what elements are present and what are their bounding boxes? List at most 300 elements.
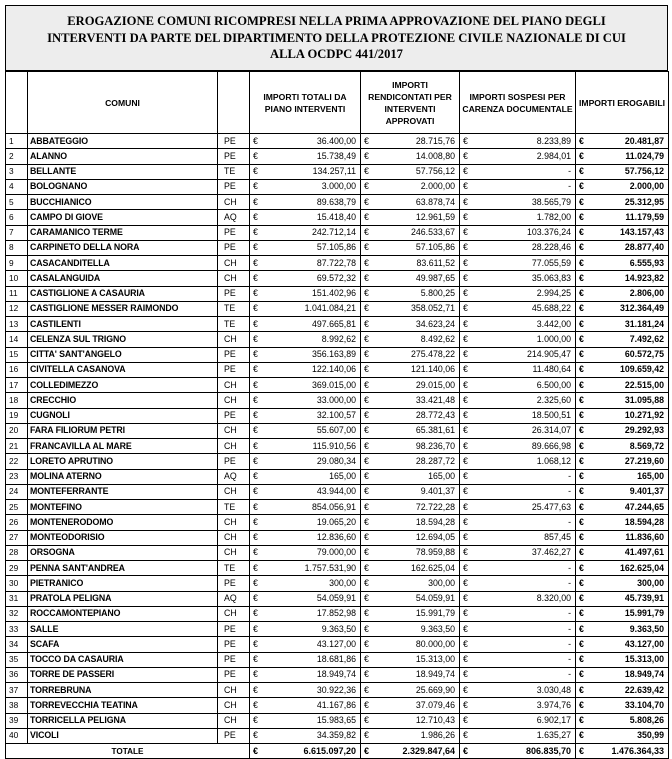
currency-symbol: € bbox=[253, 486, 258, 497]
importo-rendicontato-value: 34.623,24 bbox=[415, 318, 455, 329]
importo-erogabile-value: 57.756,12 bbox=[624, 166, 664, 177]
importo-erogabile-value: 47.244,65 bbox=[624, 501, 664, 512]
currency-symbol: € bbox=[364, 288, 369, 299]
importo-erogabile-value: 2.000,00 bbox=[629, 181, 664, 192]
importo-sospeso bbox=[460, 469, 576, 484]
importo-erogabile bbox=[576, 134, 669, 149]
importo-sospeso-value: 89.666,98 bbox=[531, 440, 571, 451]
currency-symbol: € bbox=[463, 593, 468, 604]
currency-symbol: € bbox=[463, 440, 468, 451]
importo-erogabile-value: 10.271,92 bbox=[624, 410, 664, 421]
currency-symbol: € bbox=[463, 227, 468, 238]
province-code: PE bbox=[218, 149, 250, 164]
currency-symbol: € bbox=[463, 150, 468, 161]
province-code: CH bbox=[218, 484, 250, 499]
importo-sospeso bbox=[460, 667, 576, 682]
importo-sospeso bbox=[460, 179, 576, 194]
row-index: 34 bbox=[6, 637, 28, 652]
currency-symbol: € bbox=[364, 425, 369, 436]
importo-erogabile bbox=[576, 362, 669, 377]
importo-totale bbox=[250, 576, 361, 591]
table-row bbox=[6, 469, 669, 484]
currency-symbol: € bbox=[364, 486, 369, 497]
comune-name: TORREBRUNA bbox=[28, 683, 218, 698]
importo-rendicontato-value: 12.694,05 bbox=[415, 532, 455, 543]
importo-sospeso-value: 3.974,76 bbox=[536, 699, 571, 710]
comune-name: BUCCHIANICO bbox=[28, 195, 218, 210]
currency-symbol: € bbox=[253, 608, 258, 619]
currency-symbol: € bbox=[579, 425, 584, 436]
province-code: CH bbox=[218, 515, 250, 530]
importo-sospeso bbox=[460, 576, 576, 591]
importo-rendicontato-value: 49.987,65 bbox=[415, 272, 455, 283]
importo-totale-value: 36.400,00 bbox=[316, 135, 356, 146]
currency-symbol: € bbox=[463, 562, 468, 573]
importo-rendicontato-value: 2.000,00 bbox=[420, 181, 455, 192]
importo-rendicontato bbox=[361, 378, 460, 393]
row-index: 26 bbox=[6, 515, 28, 530]
importo-erogabile-value: 60.572,75 bbox=[624, 349, 664, 360]
importo-erogabile bbox=[576, 439, 669, 454]
importo-totale bbox=[250, 332, 361, 347]
currency-symbol: € bbox=[253, 623, 258, 634]
importo-totale bbox=[250, 728, 361, 743]
table-row bbox=[6, 545, 669, 560]
importo-rendicontato bbox=[361, 545, 460, 560]
importo-totale bbox=[250, 225, 361, 240]
importo-rendicontato-value: 121.140,06 bbox=[410, 364, 455, 375]
currency-symbol: € bbox=[463, 455, 468, 466]
importo-totale bbox=[250, 469, 361, 484]
row-index: 17 bbox=[6, 378, 28, 393]
importo-totale bbox=[250, 210, 361, 225]
province-code: CH bbox=[218, 698, 250, 713]
importo-sospeso-value: - bbox=[568, 608, 571, 619]
importo-sospeso-value: 2.994,25 bbox=[536, 288, 571, 299]
importo-sospeso bbox=[460, 439, 576, 454]
importo-sospeso-value: 38.565,79 bbox=[531, 196, 571, 207]
table-row bbox=[6, 591, 669, 606]
province-code: CH bbox=[218, 332, 250, 347]
row-index: 14 bbox=[6, 332, 28, 347]
currency-symbol: € bbox=[364, 730, 369, 741]
importo-erogabile bbox=[576, 637, 669, 652]
importo-totale bbox=[250, 622, 361, 637]
importo-rendicontato bbox=[361, 149, 460, 164]
title-line-3: ALLA OCDPC 441/2017 bbox=[270, 47, 403, 62]
currency-symbol: € bbox=[253, 394, 258, 405]
header-comuni: COMUNI bbox=[28, 72, 218, 134]
importo-rendicontato bbox=[361, 286, 460, 301]
currency-symbol: € bbox=[253, 516, 258, 527]
importo-sospeso-value: 28.228,46 bbox=[531, 242, 571, 253]
comune-name: TOCCO DA CASAURIA bbox=[28, 652, 218, 667]
importo-erogabile bbox=[576, 469, 669, 484]
province-code: TE bbox=[218, 301, 250, 316]
currency-symbol: € bbox=[364, 227, 369, 238]
importo-rendicontato-value: 9.401,37 bbox=[420, 486, 455, 497]
province-code: TE bbox=[218, 164, 250, 179]
comune-name: PIETRANICO bbox=[28, 576, 218, 591]
currency-symbol: € bbox=[364, 471, 369, 482]
row-index: 10 bbox=[6, 271, 28, 286]
importo-sospeso-value: 37.462,27 bbox=[531, 547, 571, 558]
comune-name: CARAMANICO TERME bbox=[28, 225, 218, 240]
currency-symbol: € bbox=[463, 547, 468, 558]
province-code: TE bbox=[218, 500, 250, 515]
currency-symbol: € bbox=[463, 288, 468, 299]
table-row bbox=[6, 149, 669, 164]
importo-totale bbox=[250, 286, 361, 301]
totals-importi-totali-value: 6.615.097,20 bbox=[303, 746, 356, 756]
row-index: 7 bbox=[6, 225, 28, 240]
importo-sospeso-value: 11.480,64 bbox=[532, 364, 571, 375]
document-sheet bbox=[5, 5, 668, 759]
importo-totale bbox=[250, 606, 361, 621]
importo-totale bbox=[250, 515, 361, 530]
comune-name: TORREVECCHIA TEATINA bbox=[28, 698, 218, 713]
table-row bbox=[6, 423, 669, 438]
importo-sospeso bbox=[460, 683, 576, 698]
importo-erogabile-value: 25.312,95 bbox=[624, 196, 664, 207]
importo-sospeso bbox=[460, 500, 576, 515]
importo-erogabile-value: 31.181,24 bbox=[624, 318, 664, 329]
currency-symbol: € bbox=[364, 181, 369, 192]
importo-rendicontato bbox=[361, 225, 460, 240]
comune-name: MONTEFINO bbox=[28, 500, 218, 515]
comune-name: BOLOGNANO bbox=[28, 179, 218, 194]
table-row bbox=[6, 393, 669, 408]
importo-totale bbox=[250, 256, 361, 271]
header-importi-rendicontati: IMPORTI RENDICONTATI PER INTERVENTI APPROVATI bbox=[361, 72, 460, 134]
currency-symbol: € bbox=[253, 562, 258, 573]
totals-importi-rendicontati bbox=[361, 744, 460, 759]
header-importi-erogabili: IMPORTI EROGABILI bbox=[576, 72, 669, 134]
importo-sospeso bbox=[460, 317, 576, 332]
importo-sospeso bbox=[460, 622, 576, 637]
importo-erogabile bbox=[576, 591, 669, 606]
importo-rendicontato-value: 80.000,00 bbox=[415, 638, 455, 649]
comune-name: SALLE bbox=[28, 622, 218, 637]
row-index: 40 bbox=[6, 728, 28, 743]
importo-rendicontato-value: 54.059,91 bbox=[415, 593, 455, 604]
currency-symbol: € bbox=[579, 547, 584, 558]
importo-erogabile bbox=[576, 378, 669, 393]
currency-symbol: € bbox=[364, 333, 369, 344]
importo-sospeso bbox=[460, 637, 576, 652]
importo-rendicontato bbox=[361, 423, 460, 438]
row-index: 3 bbox=[6, 164, 28, 179]
importo-totale-value: 8.992,62 bbox=[321, 333, 356, 344]
importo-rendicontato-value: 1.986,26 bbox=[420, 730, 455, 741]
importo-totale-value: 18.949,74 bbox=[316, 669, 356, 680]
currency-symbol: € bbox=[579, 562, 584, 573]
currency-symbol: € bbox=[364, 364, 369, 375]
importo-sospeso bbox=[460, 652, 576, 667]
importo-rendicontato-value: 29.015,00 bbox=[415, 379, 455, 390]
importo-rendicontato-value: 162.625,04 bbox=[410, 562, 455, 573]
table-row bbox=[6, 561, 669, 576]
importo-rendicontato bbox=[361, 637, 460, 652]
importo-erogabile bbox=[576, 317, 669, 332]
importo-rendicontato bbox=[361, 179, 460, 194]
header-index bbox=[6, 72, 28, 134]
totals-importi-sospesi bbox=[460, 744, 576, 759]
importo-totale bbox=[250, 500, 361, 515]
comune-name: ABBATEGGIO bbox=[28, 134, 218, 149]
currency-symbol: € bbox=[579, 364, 584, 375]
importo-sospeso bbox=[460, 210, 576, 225]
importo-rendicontato-value: 18.594,28 bbox=[415, 516, 455, 527]
comune-name: PENNA SANT'ANDREA bbox=[28, 561, 218, 576]
currency-symbol: € bbox=[463, 257, 468, 268]
currency-symbol: € bbox=[463, 532, 468, 543]
importo-sospeso-value: 1.782,00 bbox=[536, 211, 571, 222]
row-index: 36 bbox=[6, 667, 28, 682]
importo-totale-value: 54.059,91 bbox=[316, 593, 356, 604]
importo-sospeso bbox=[460, 545, 576, 560]
province-code: CH bbox=[218, 439, 250, 454]
importo-erogabile-value: 22.639,42 bbox=[624, 684, 664, 695]
province-code: CH bbox=[218, 423, 250, 438]
currency-symbol: € bbox=[463, 318, 468, 329]
row-index: 11 bbox=[6, 286, 28, 301]
comune-name: COLLEDIMEZZO bbox=[28, 378, 218, 393]
importo-sospeso-value: 857,45 bbox=[544, 532, 571, 543]
currency-symbol: € bbox=[463, 486, 468, 497]
importo-rendicontato-value: 14.008,80 bbox=[415, 150, 455, 161]
currency-symbol: € bbox=[463, 471, 468, 482]
table-row bbox=[6, 408, 669, 423]
comune-name: SCAFA bbox=[28, 637, 218, 652]
currency-symbol: € bbox=[253, 440, 258, 451]
currency-symbol: € bbox=[364, 577, 369, 588]
importo-rendicontato-value: 37.079,46 bbox=[415, 699, 455, 710]
currency-symbol: € bbox=[364, 394, 369, 405]
importo-totale-value: 115.910,56 bbox=[312, 440, 356, 451]
currency-symbol: € bbox=[579, 577, 584, 588]
currency-symbol: € bbox=[253, 227, 258, 238]
importo-sospeso-value: 1.000,00 bbox=[536, 333, 571, 344]
currency-symbol: € bbox=[579, 394, 584, 405]
currency-symbol: € bbox=[463, 196, 468, 207]
importo-erogabile-value: 28.877,40 bbox=[624, 242, 664, 253]
comune-name: MONTEODORISIO bbox=[28, 530, 218, 545]
currency-symbol: € bbox=[463, 333, 468, 344]
totals-label: TOTALE bbox=[6, 744, 250, 759]
currency-symbol: € bbox=[253, 684, 258, 695]
importo-erogabile bbox=[576, 683, 669, 698]
importo-sospeso bbox=[460, 347, 576, 362]
importo-erogabile bbox=[576, 332, 669, 347]
importo-rendicontato bbox=[361, 362, 460, 377]
row-index: 21 bbox=[6, 439, 28, 454]
importo-totale-value: 69.572,32 bbox=[316, 272, 356, 283]
currency-symbol: € bbox=[364, 516, 369, 527]
importo-totale-value: 134.257,11 bbox=[312, 166, 356, 177]
importo-erogabile-value: 162.625,04 bbox=[619, 562, 664, 573]
importo-totale bbox=[250, 134, 361, 149]
table-row bbox=[6, 530, 669, 545]
currency-symbol: € bbox=[364, 684, 369, 695]
currency-symbol: € bbox=[364, 562, 369, 573]
title-line-2: INTERVENTI DA PARTE DEL DIPARTIMENTO DELLA PROTEZIONE CIVILE NAZIONALE DI CUI bbox=[47, 30, 626, 45]
importo-totale bbox=[250, 439, 361, 454]
currency-symbol: € bbox=[364, 410, 369, 421]
importo-rendicontato-value: 15.313,00 bbox=[415, 654, 455, 665]
table-row bbox=[6, 576, 669, 591]
importo-sospeso bbox=[460, 713, 576, 728]
row-index: 5 bbox=[6, 195, 28, 210]
currency-symbol: € bbox=[463, 623, 468, 634]
importo-totale-value: 497.665,81 bbox=[311, 318, 356, 329]
importo-rendicontato-value: 358.052,71 bbox=[410, 303, 455, 314]
importo-erogabile-value: 20.481,87 bbox=[624, 135, 664, 146]
importo-rendicontato bbox=[361, 164, 460, 179]
importo-rendicontato-value: 72.722,28 bbox=[415, 501, 455, 512]
province-code: PE bbox=[218, 576, 250, 591]
currency-symbol: € bbox=[253, 166, 258, 177]
importo-totale bbox=[250, 240, 361, 255]
table-row bbox=[6, 240, 669, 255]
importo-rendicontato bbox=[361, 683, 460, 698]
comune-name: ROCCAMONTEPIANO bbox=[28, 606, 218, 621]
importo-sospeso-value: 6.902,17 bbox=[536, 715, 571, 726]
importo-sospeso bbox=[460, 164, 576, 179]
importo-totale bbox=[250, 195, 361, 210]
province-code: PE bbox=[218, 728, 250, 743]
comune-name: CASTILENTI bbox=[28, 317, 218, 332]
currency-symbol: € bbox=[579, 455, 584, 466]
importo-totale bbox=[250, 454, 361, 469]
importo-erogabile-value: 109.659,42 bbox=[619, 364, 664, 375]
importo-rendicontato bbox=[361, 271, 460, 286]
importo-totale bbox=[250, 667, 361, 682]
province-code: CH bbox=[218, 256, 250, 271]
importo-rendicontato bbox=[361, 393, 460, 408]
importo-sospeso-value: - bbox=[568, 471, 571, 482]
importo-totale-value: 32.100,57 bbox=[316, 410, 356, 421]
importo-rendicontato-value: 28.715,76 bbox=[415, 135, 455, 146]
province-code: PE bbox=[218, 240, 250, 255]
importo-erogabile-value: 2.806,00 bbox=[629, 288, 664, 299]
importo-rendicontato bbox=[361, 530, 460, 545]
currency-symbol: € bbox=[579, 532, 584, 543]
table-row bbox=[6, 378, 669, 393]
table-row bbox=[6, 652, 669, 667]
currency-symbol: € bbox=[253, 577, 258, 588]
comune-name: TORRE DE PASSERI bbox=[28, 667, 218, 682]
row-index: 31 bbox=[6, 591, 28, 606]
currency-symbol: € bbox=[579, 257, 584, 268]
table-row bbox=[6, 179, 669, 194]
currency-symbol: € bbox=[364, 654, 369, 665]
province-code: CH bbox=[218, 393, 250, 408]
importo-totale-value: 369.015,00 bbox=[311, 379, 356, 390]
comune-name: CASTIGLIONE MESSER RAIMONDO bbox=[28, 301, 218, 316]
importo-sospeso bbox=[460, 332, 576, 347]
currency-symbol: € bbox=[463, 303, 468, 314]
comune-name: FARA FILIORUM PETRI bbox=[28, 423, 218, 438]
importo-sospeso bbox=[460, 606, 576, 621]
row-index: 22 bbox=[6, 454, 28, 469]
currency-symbol: € bbox=[253, 746, 259, 756]
importo-totale-value: 19.065,20 bbox=[316, 516, 356, 527]
importo-sospeso-value: - bbox=[568, 181, 571, 192]
currency-symbol: € bbox=[463, 242, 468, 253]
table-row bbox=[6, 622, 669, 637]
importo-totale-value: 122.140,06 bbox=[311, 364, 356, 375]
importo-sospeso-value: - bbox=[568, 577, 571, 588]
currency-symbol: € bbox=[579, 333, 584, 344]
importo-sospeso bbox=[460, 515, 576, 530]
erogazione-table bbox=[5, 71, 669, 759]
importo-totale bbox=[250, 317, 361, 332]
importo-sospeso bbox=[460, 256, 576, 271]
importo-erogabile-value: 312.364,49 bbox=[619, 303, 664, 314]
importo-erogabile-value: 18.594,28 bbox=[624, 516, 664, 527]
importo-erogabile-value: 11.024,79 bbox=[625, 150, 664, 161]
importo-totale-value: 55.607,00 bbox=[316, 425, 356, 436]
importo-totale bbox=[250, 378, 361, 393]
currency-symbol: € bbox=[253, 318, 258, 329]
importo-totale bbox=[250, 408, 361, 423]
totals-row bbox=[6, 744, 669, 759]
importo-totale-value: 18.681,86 bbox=[316, 654, 356, 665]
importo-rendicontato-value: 28.772,43 bbox=[415, 410, 455, 421]
table-row bbox=[6, 164, 669, 179]
currency-symbol: € bbox=[579, 654, 584, 665]
table-row bbox=[6, 256, 669, 271]
importo-erogabile-value: 300,00 bbox=[637, 577, 664, 588]
importo-erogabile-value: 5.808,26 bbox=[629, 715, 664, 726]
importo-rendicontato bbox=[361, 561, 460, 576]
row-index: 16 bbox=[6, 362, 28, 377]
currency-symbol: € bbox=[364, 303, 369, 314]
importo-erogabile-value: 165,00 bbox=[637, 471, 664, 482]
currency-symbol: € bbox=[463, 577, 468, 588]
importo-erogabile bbox=[576, 698, 669, 713]
totals-importi-sospesi-value: 806.835,70 bbox=[525, 746, 571, 756]
importo-totale-value: 43.127,00 bbox=[316, 638, 356, 649]
province-code: PE bbox=[218, 667, 250, 682]
importo-rendicontato-value: 33.421,48 bbox=[415, 394, 455, 405]
currency-symbol: € bbox=[253, 715, 258, 726]
currency-symbol: € bbox=[463, 349, 468, 360]
currency-symbol: € bbox=[253, 455, 258, 466]
importo-erogabile-value: 350,99 bbox=[637, 730, 664, 741]
importo-totale bbox=[250, 393, 361, 408]
comune-name: CASALANGUIDA bbox=[28, 271, 218, 286]
currency-symbol: € bbox=[253, 593, 258, 604]
importo-erogabile bbox=[576, 652, 669, 667]
importo-rendicontato-value: 28.287,72 bbox=[415, 455, 455, 466]
importo-rendicontato-value: 98.236,70 bbox=[415, 440, 455, 451]
importo-sospeso bbox=[460, 484, 576, 499]
table-row bbox=[6, 728, 669, 743]
importo-rendicontato bbox=[361, 713, 460, 728]
importo-erogabile bbox=[576, 728, 669, 743]
comune-name: CIVITELLA CASANOVA bbox=[28, 362, 218, 377]
currency-symbol: € bbox=[364, 211, 369, 222]
importo-totale bbox=[250, 271, 361, 286]
currency-symbol: € bbox=[253, 547, 258, 558]
currency-symbol: € bbox=[253, 196, 258, 207]
importo-rendicontato-value: 65.381,61 bbox=[415, 425, 455, 436]
importo-totale bbox=[250, 561, 361, 576]
importo-sospeso-value: - bbox=[568, 638, 571, 649]
table-row bbox=[6, 713, 669, 728]
